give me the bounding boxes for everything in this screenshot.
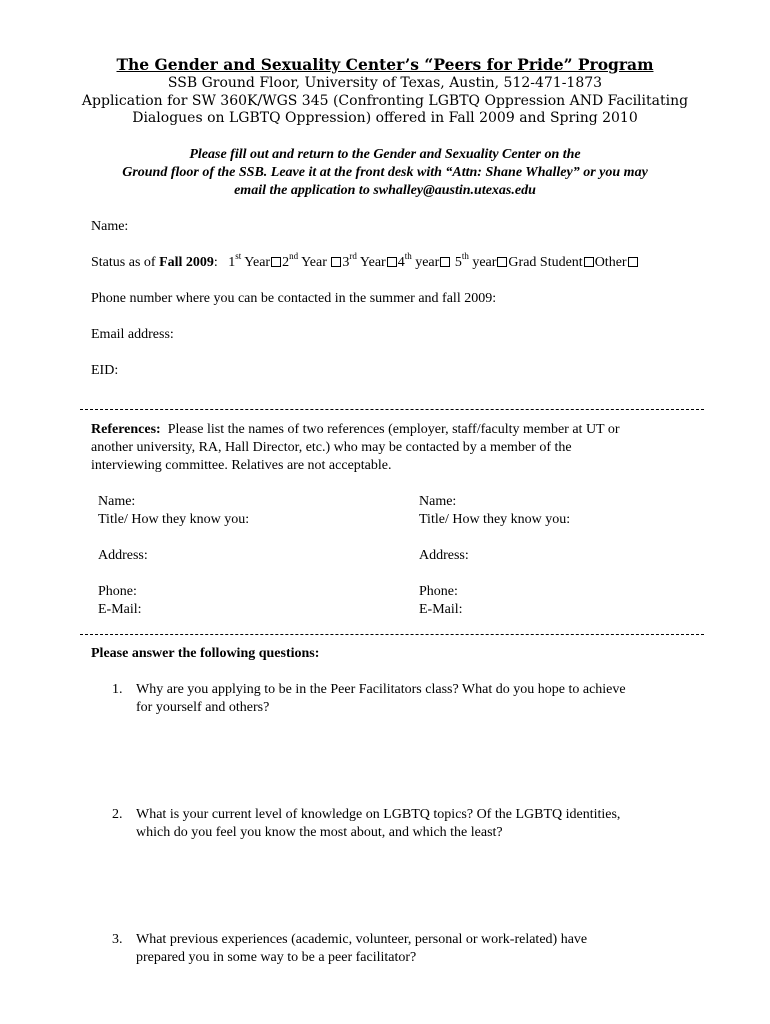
checkbox-3rd-year[interactable]	[387, 257, 397, 267]
application-line-2: Dialogues on LGBTQ Oppression) offered in Fall 2009 and Spring 2010	[132, 110, 638, 126]
question-2: 2. What is your current level of knowledge on LGBTQ topics? Of the LGBTQ identities,	[112, 807, 621, 822]
status-option-5th-year: 5th year	[454, 251, 497, 270]
status-option-1st-year: 1st Year	[228, 251, 271, 270]
application-line-1: Application for SW 360K/WGS 345 (Confronting LGBTQ Oppression AND Facilitating	[81, 93, 689, 109]
question-3-line-2: prepared you in some way to be a peer facilitator?	[136, 950, 417, 965]
references-line-3: interviewing committee. Relatives are not acceptable.	[91, 458, 392, 473]
question-3: 3. What previous experiences (academic, volunteer, personal or work-related) have	[112, 932, 588, 947]
status-row: Status as of Fall 2009: 1st Year 2nd Year 3rd Year 4th year 5th year Grad Student Other	[91, 254, 639, 271]
center-address: SSB Ground Floor, University of Texas, Austin, 512-471-1873	[167, 75, 603, 91]
checkbox-5th-year[interactable]	[497, 257, 507, 267]
phone-field-label: Phone number where you can be contacted in the summer and fall 2009:	[91, 291, 497, 306]
eid-field-label: EID:	[91, 363, 119, 378]
section-divider	[80, 634, 704, 635]
reference-1-email-label: E-Mail:	[98, 602, 142, 617]
status-option-grad-student: Grad Student	[508, 255, 583, 270]
reference-2-email-label: E-Mail:	[419, 602, 463, 617]
status-option-2nd-year: 2nd Year	[282, 251, 327, 270]
question-1: 1. Why are you applying to be in the Peer Facilitators class? What do you hope to achieve	[112, 682, 626, 697]
status-term: Fall 2009	[159, 255, 214, 270]
reference-1-phone-label: Phone:	[98, 584, 137, 599]
question-1-line-2: for yourself and others?	[136, 700, 270, 715]
section-divider	[80, 409, 704, 410]
reference-2-phone-label: Phone:	[419, 584, 458, 599]
questions-heading: Please answer the following questions:	[91, 646, 320, 661]
checkbox-4th-year[interactable]	[440, 257, 450, 267]
references-line-1: References: Please list the names of two references (employer, staff/faculty member at UT or	[91, 422, 620, 437]
reference-1-title-label: Title/ How they know you:	[98, 512, 250, 527]
status-option-3rd-year: 3rd Year	[342, 251, 386, 270]
instructions-line-2: Ground floor of the SSB. Leave it at the front desk with “Attn: Shane Whalley” or you may	[122, 165, 648, 180]
instructions-line-1: Please fill out and return to the Gender and Sexuality Center on the	[189, 147, 581, 162]
checkbox-1st-year[interactable]	[271, 257, 281, 267]
references-heading: References:	[91, 422, 161, 437]
instructions-line-3: email the application to swhalley@austin.utexas.edu	[234, 183, 536, 198]
question-2-line-2: which do you feel you know the most about, and which the least?	[136, 825, 503, 840]
reference-1-name-label: Name:	[98, 494, 136, 509]
checkbox-grad-student[interactable]	[584, 257, 594, 267]
reference-2-title-label: Title/ How they know you:	[419, 512, 571, 527]
reference-2-address-label: Address:	[419, 548, 469, 563]
checkbox-other[interactable]	[628, 257, 638, 267]
reference-2-name-label: Name:	[419, 494, 457, 509]
name-field-label: Name:	[91, 219, 129, 234]
reference-1-address-label: Address:	[98, 548, 148, 563]
status-option-other: Other	[594, 255, 627, 270]
form-title: The Gender and Sexuality Center’s “Peers for Pride” Program	[116, 55, 654, 74]
email-field-label: Email address:	[91, 327, 174, 342]
status-label: Status as of	[91, 255, 156, 270]
status-option-4th-year: 4th year	[397, 251, 440, 270]
references-line-2: another university, RA, Hall Director, etc.) who may be contacted by a member of the	[91, 440, 572, 455]
checkbox-2nd-year[interactable]	[331, 257, 341, 267]
